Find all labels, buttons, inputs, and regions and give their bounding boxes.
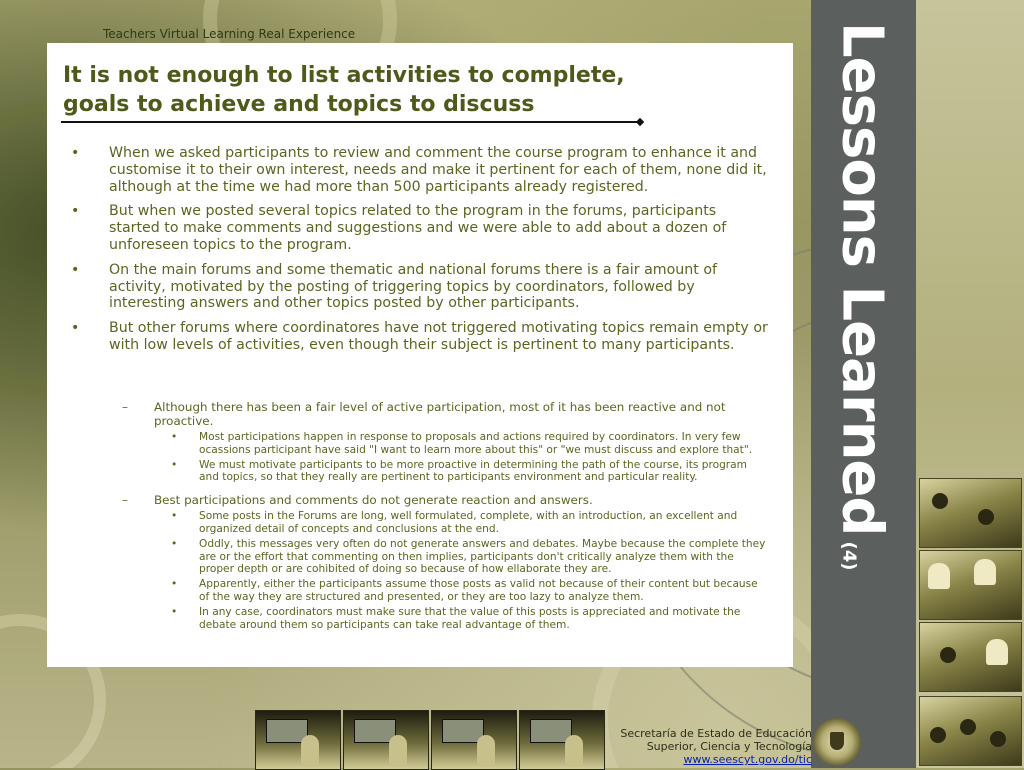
content-panel xyxy=(47,43,793,667)
footer-website-link[interactable]: www.seescyt.gov.do/tic xyxy=(683,753,812,766)
sub-sub-bullet-text: We must motivate participants to be more proactive in determining the path of the course, its program and topics, so that they really are pertinent to participants environment and particular reality. xyxy=(199,459,747,484)
classroom-photo xyxy=(919,550,1022,620)
bullet-item xyxy=(47,262,793,312)
sub-bullet-item xyxy=(47,401,793,428)
bullet-dot-icon: • xyxy=(71,203,80,220)
sub-sub-bullet-text: Some posts in the Forums are long, well formulated, complete, with an introduction, an excellent and organized detail of concepts and conclusions at the end. xyxy=(199,510,738,535)
dash-icon: – xyxy=(122,492,128,507)
workshop-photo xyxy=(519,710,605,770)
bullet-text: When we asked participants to review and comment the course program to enhance it and customise it to their own interest, needs and make it pertinent for each of them, none did it, although at the time we had more than 500 participants already registered. xyxy=(109,145,767,195)
bullet-dot-icon: • xyxy=(171,431,178,444)
sub-bullet-text: Although there has been a fair level of active participation, most of it has been reactive and not proactive. xyxy=(154,400,726,428)
bullet-dot-icon: • xyxy=(171,606,178,619)
bullet-text: On the main forums and some thematic and national forums there is a fair amount of activity, motivated by the posting of triggering topics by coordinators, followed by interesting answers and other topics posted by other participants. xyxy=(109,261,718,312)
bullet-dot-icon: • xyxy=(71,320,80,337)
classroom-photo xyxy=(919,478,1022,548)
bullet-item xyxy=(47,145,793,195)
bottom-photo-strip xyxy=(255,710,605,768)
vertical-heading-number: (4) xyxy=(838,541,860,571)
bullet-text: But when we posted several topics related to the program in the forums, participants started to make comments and suggestions and we were able to add about a dozen of unforeseen topics to the program. xyxy=(109,203,727,253)
slide-title: It is not enough to list activities to complete, goals to achieve and topics to discuss xyxy=(63,63,625,117)
sub-sub-bullet-item xyxy=(47,578,793,603)
bullet-list xyxy=(47,145,793,362)
sub-sub-bullet-item xyxy=(47,606,793,631)
bullet-dot-icon: • xyxy=(171,538,178,551)
bullet-text: But other forums where coordinatores have not triggered motivating topics remain empty or with low levels of activities, even though their subject is pertinent to many participants. xyxy=(109,320,768,353)
bullet-dot-icon: • xyxy=(71,145,80,161)
sub-sub-bullet-text: In any case, coordinators must make sure that the value of this posts is appreciated and motivate the debate around them so participants can take real advantage of them. xyxy=(199,606,741,631)
workshop-photo xyxy=(343,710,429,770)
government-seal-icon xyxy=(813,718,861,766)
sub-sub-bullet-text: Apparently, either the participants assume those posts as valid not because of their content but because of the way they are structured and presented, or they are too lazy to analyze them. xyxy=(199,578,758,603)
vertical-slide-heading xyxy=(830,22,895,570)
sub-sub-bullet-item xyxy=(47,459,793,484)
sub-sub-bullet-item xyxy=(47,431,793,456)
bullet-item xyxy=(47,203,793,253)
sub-bullet-list xyxy=(47,395,793,631)
vertical-heading-text: Lessons Learned xyxy=(829,22,895,536)
footer-line-2: Superior, Ciencia y Tecnología xyxy=(646,740,812,753)
sub-sub-bullet-text: Most participations happen in response to proposals and actions required by coordinators. In very few ocassions participant have said "I want to learn more about this" or "we must discuss and explore that". xyxy=(199,431,753,456)
classroom-photo xyxy=(919,696,1022,766)
sub-sub-bullet-item xyxy=(47,510,793,535)
bullet-dot-icon: • xyxy=(171,459,178,471)
sub-sub-bullet-item xyxy=(47,538,793,575)
workshop-photo xyxy=(255,710,341,770)
title-diamond-icon xyxy=(636,118,644,126)
dash-icon: – xyxy=(122,400,128,414)
sub-sub-bullet-text: Oddly, this messages very often do not generate answers and debates. Maybe because the complete they are or the effort that commenting on then implies, participants don't critically analyze them with the proper depth or are cohibited of doing so because of how ellaborate they are. xyxy=(199,538,766,576)
header-caption: Teachers Virtual Learning Real Experience xyxy=(103,27,356,41)
bullet-dot-icon: • xyxy=(171,578,178,591)
footer-line-1: Secretaría de Estado de Educación xyxy=(620,727,812,740)
classroom-photo xyxy=(919,622,1022,692)
bullet-dot-icon: • xyxy=(171,510,178,523)
sub-bullet-text: Best participations and comments do not generate reaction and answers. xyxy=(154,492,593,507)
bullet-dot-icon: • xyxy=(71,261,80,278)
sub-bullet-item xyxy=(47,494,793,508)
bullet-item xyxy=(47,320,793,354)
workshop-photo xyxy=(431,710,517,770)
title-underline xyxy=(61,121,641,123)
footer-institution xyxy=(620,727,812,766)
